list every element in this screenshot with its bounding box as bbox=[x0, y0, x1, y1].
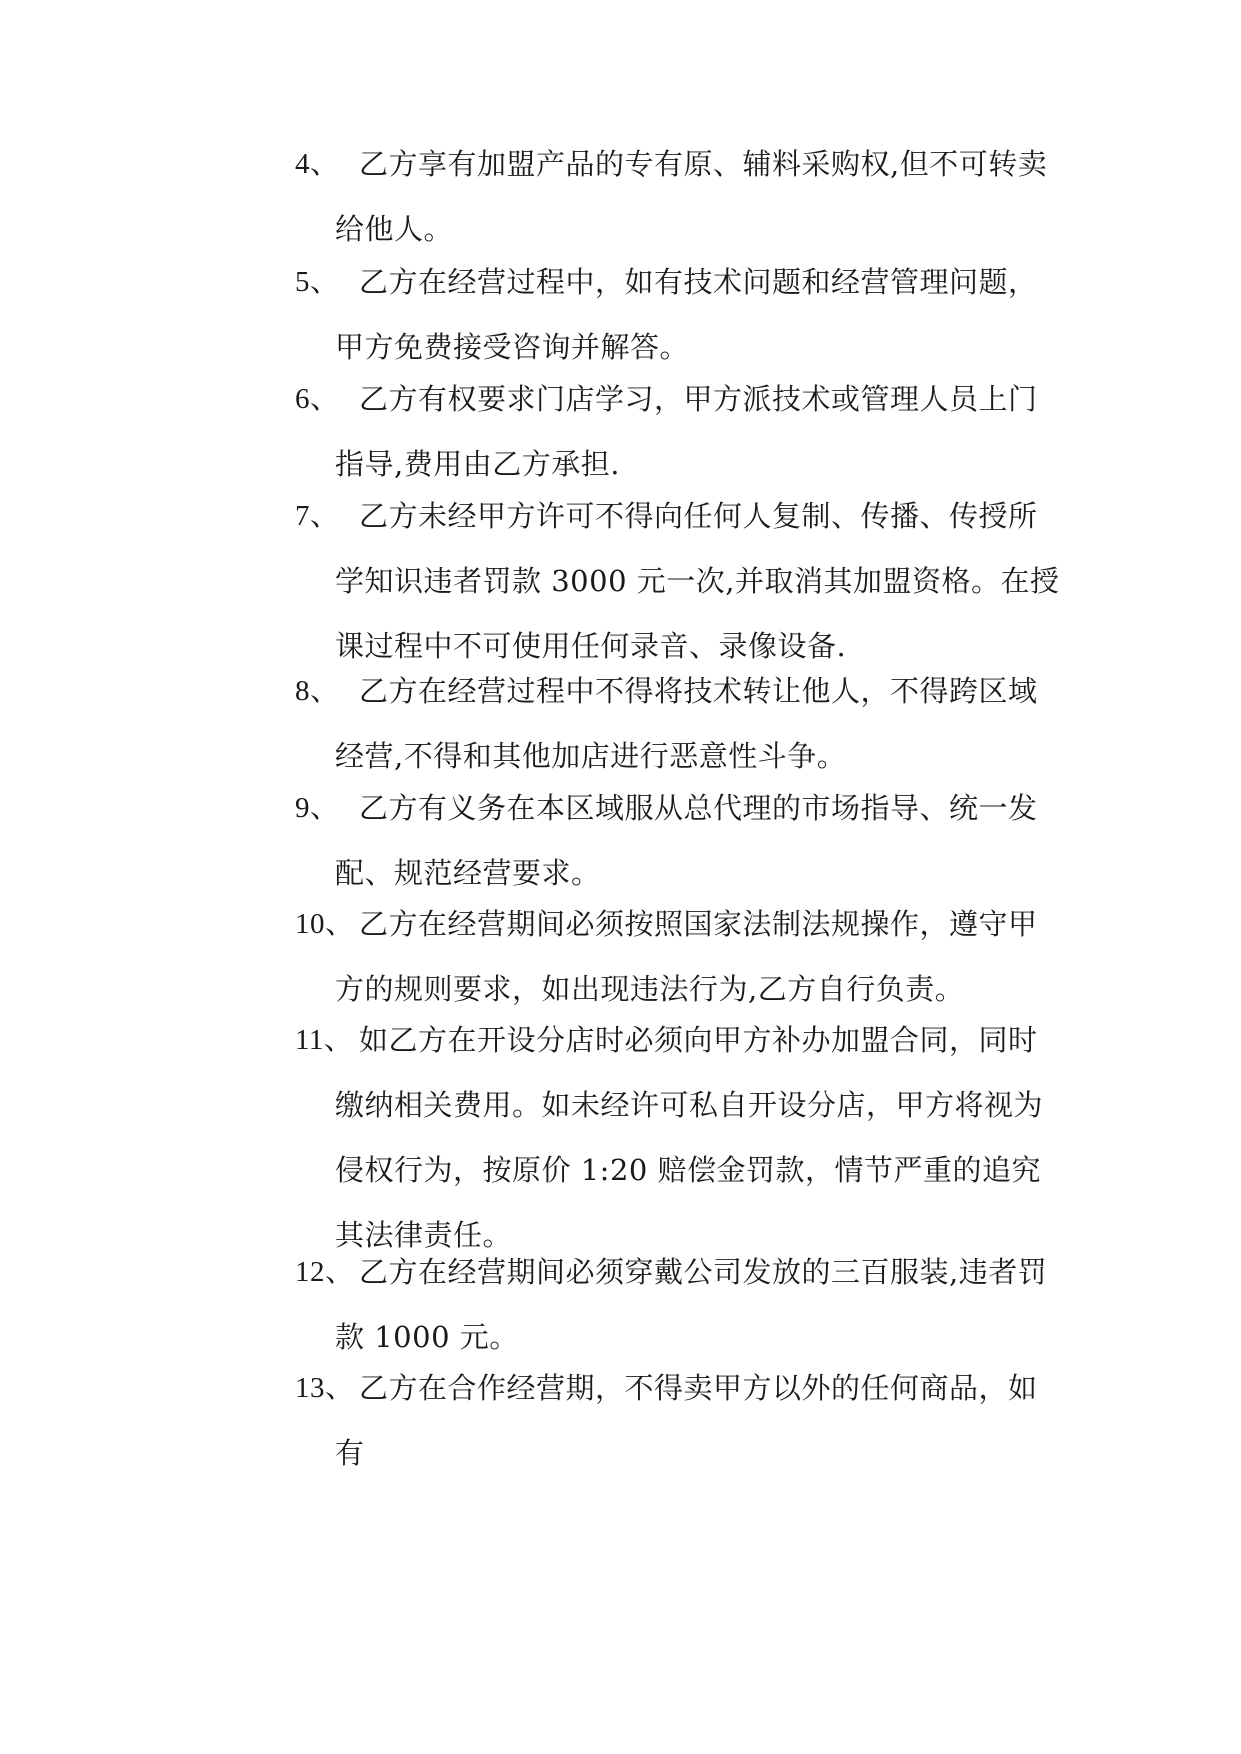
clause-11 bbox=[295, 1008, 1065, 1268]
clause-13 bbox=[295, 1356, 1065, 1486]
clause-text: 乙方在经营期间必须按照国家法制法规操作，遵守甲方的规则要求，如出现违法行为,乙方自行负责。 bbox=[335, 907, 1038, 1006]
clause-number: 10、 bbox=[295, 908, 355, 940]
clause-text: 乙方有权要求门店学习，甲方派技术或管理人员上门指导,费用由乙方承担. bbox=[335, 382, 1038, 481]
clause-text: 乙方未经甲方许可不得向任何人复制、传播、传授所学知识违者罚款 3000 元一次,并取消其加盟资格。在授课过程中不可使用任何录音、录像设备. bbox=[335, 499, 1060, 663]
clause-7 bbox=[295, 484, 1065, 679]
clause-number: 9、 bbox=[295, 792, 340, 824]
clause-6 bbox=[295, 367, 1065, 497]
clause-number: 4、 bbox=[295, 148, 340, 180]
clause-4 bbox=[295, 132, 1065, 262]
clause-8 bbox=[295, 659, 1065, 789]
clause-number: 12、 bbox=[295, 1256, 355, 1288]
clause-number: 5、 bbox=[295, 266, 340, 298]
clause-text: 如乙方在开设分店时必须向甲方补办加盟合同，同时缴纳相关费用。如未经许可私自开设分店，甲方将视为侵权行为，按原价 1:20 赔偿金罚款，情节严重的追究其法律责任。 bbox=[335, 1023, 1044, 1252]
clause-text: 乙方享有加盟产品的专有原、辅料采购权,但不可转卖给他人。 bbox=[335, 147, 1048, 246]
clause-number: 11、 bbox=[295, 1024, 354, 1056]
clause-text: 乙方在合作经营期，不得卖甲方以外的任何商品，如有 bbox=[335, 1371, 1038, 1470]
clause-number: 13、 bbox=[295, 1372, 355, 1404]
clause-text: 乙方在经营过程中，如有技术问题和经营管理问题，甲方免费接受咨询并解答。 bbox=[335, 265, 1038, 364]
clause-text: 乙方有义务在本区域服从总代理的市场指导、统一发配、规范经营要求。 bbox=[335, 791, 1038, 890]
clause-10 bbox=[295, 892, 1065, 1022]
clause-number: 8、 bbox=[295, 675, 340, 707]
clause-12 bbox=[295, 1240, 1065, 1370]
clause-5 bbox=[295, 250, 1065, 380]
clause-number: 6、 bbox=[295, 383, 340, 415]
clause-text: 乙方在经营过程中不得将技术转让他人，不得跨区域经营,不得和其他加店进行恶意性斗争。 bbox=[335, 674, 1038, 773]
clause-text: 乙方在经营期间必须穿戴公司发放的三百服装,违者罚款 1000 元。 bbox=[335, 1255, 1048, 1354]
clause-number: 7、 bbox=[295, 500, 340, 532]
clause-9 bbox=[295, 776, 1065, 906]
